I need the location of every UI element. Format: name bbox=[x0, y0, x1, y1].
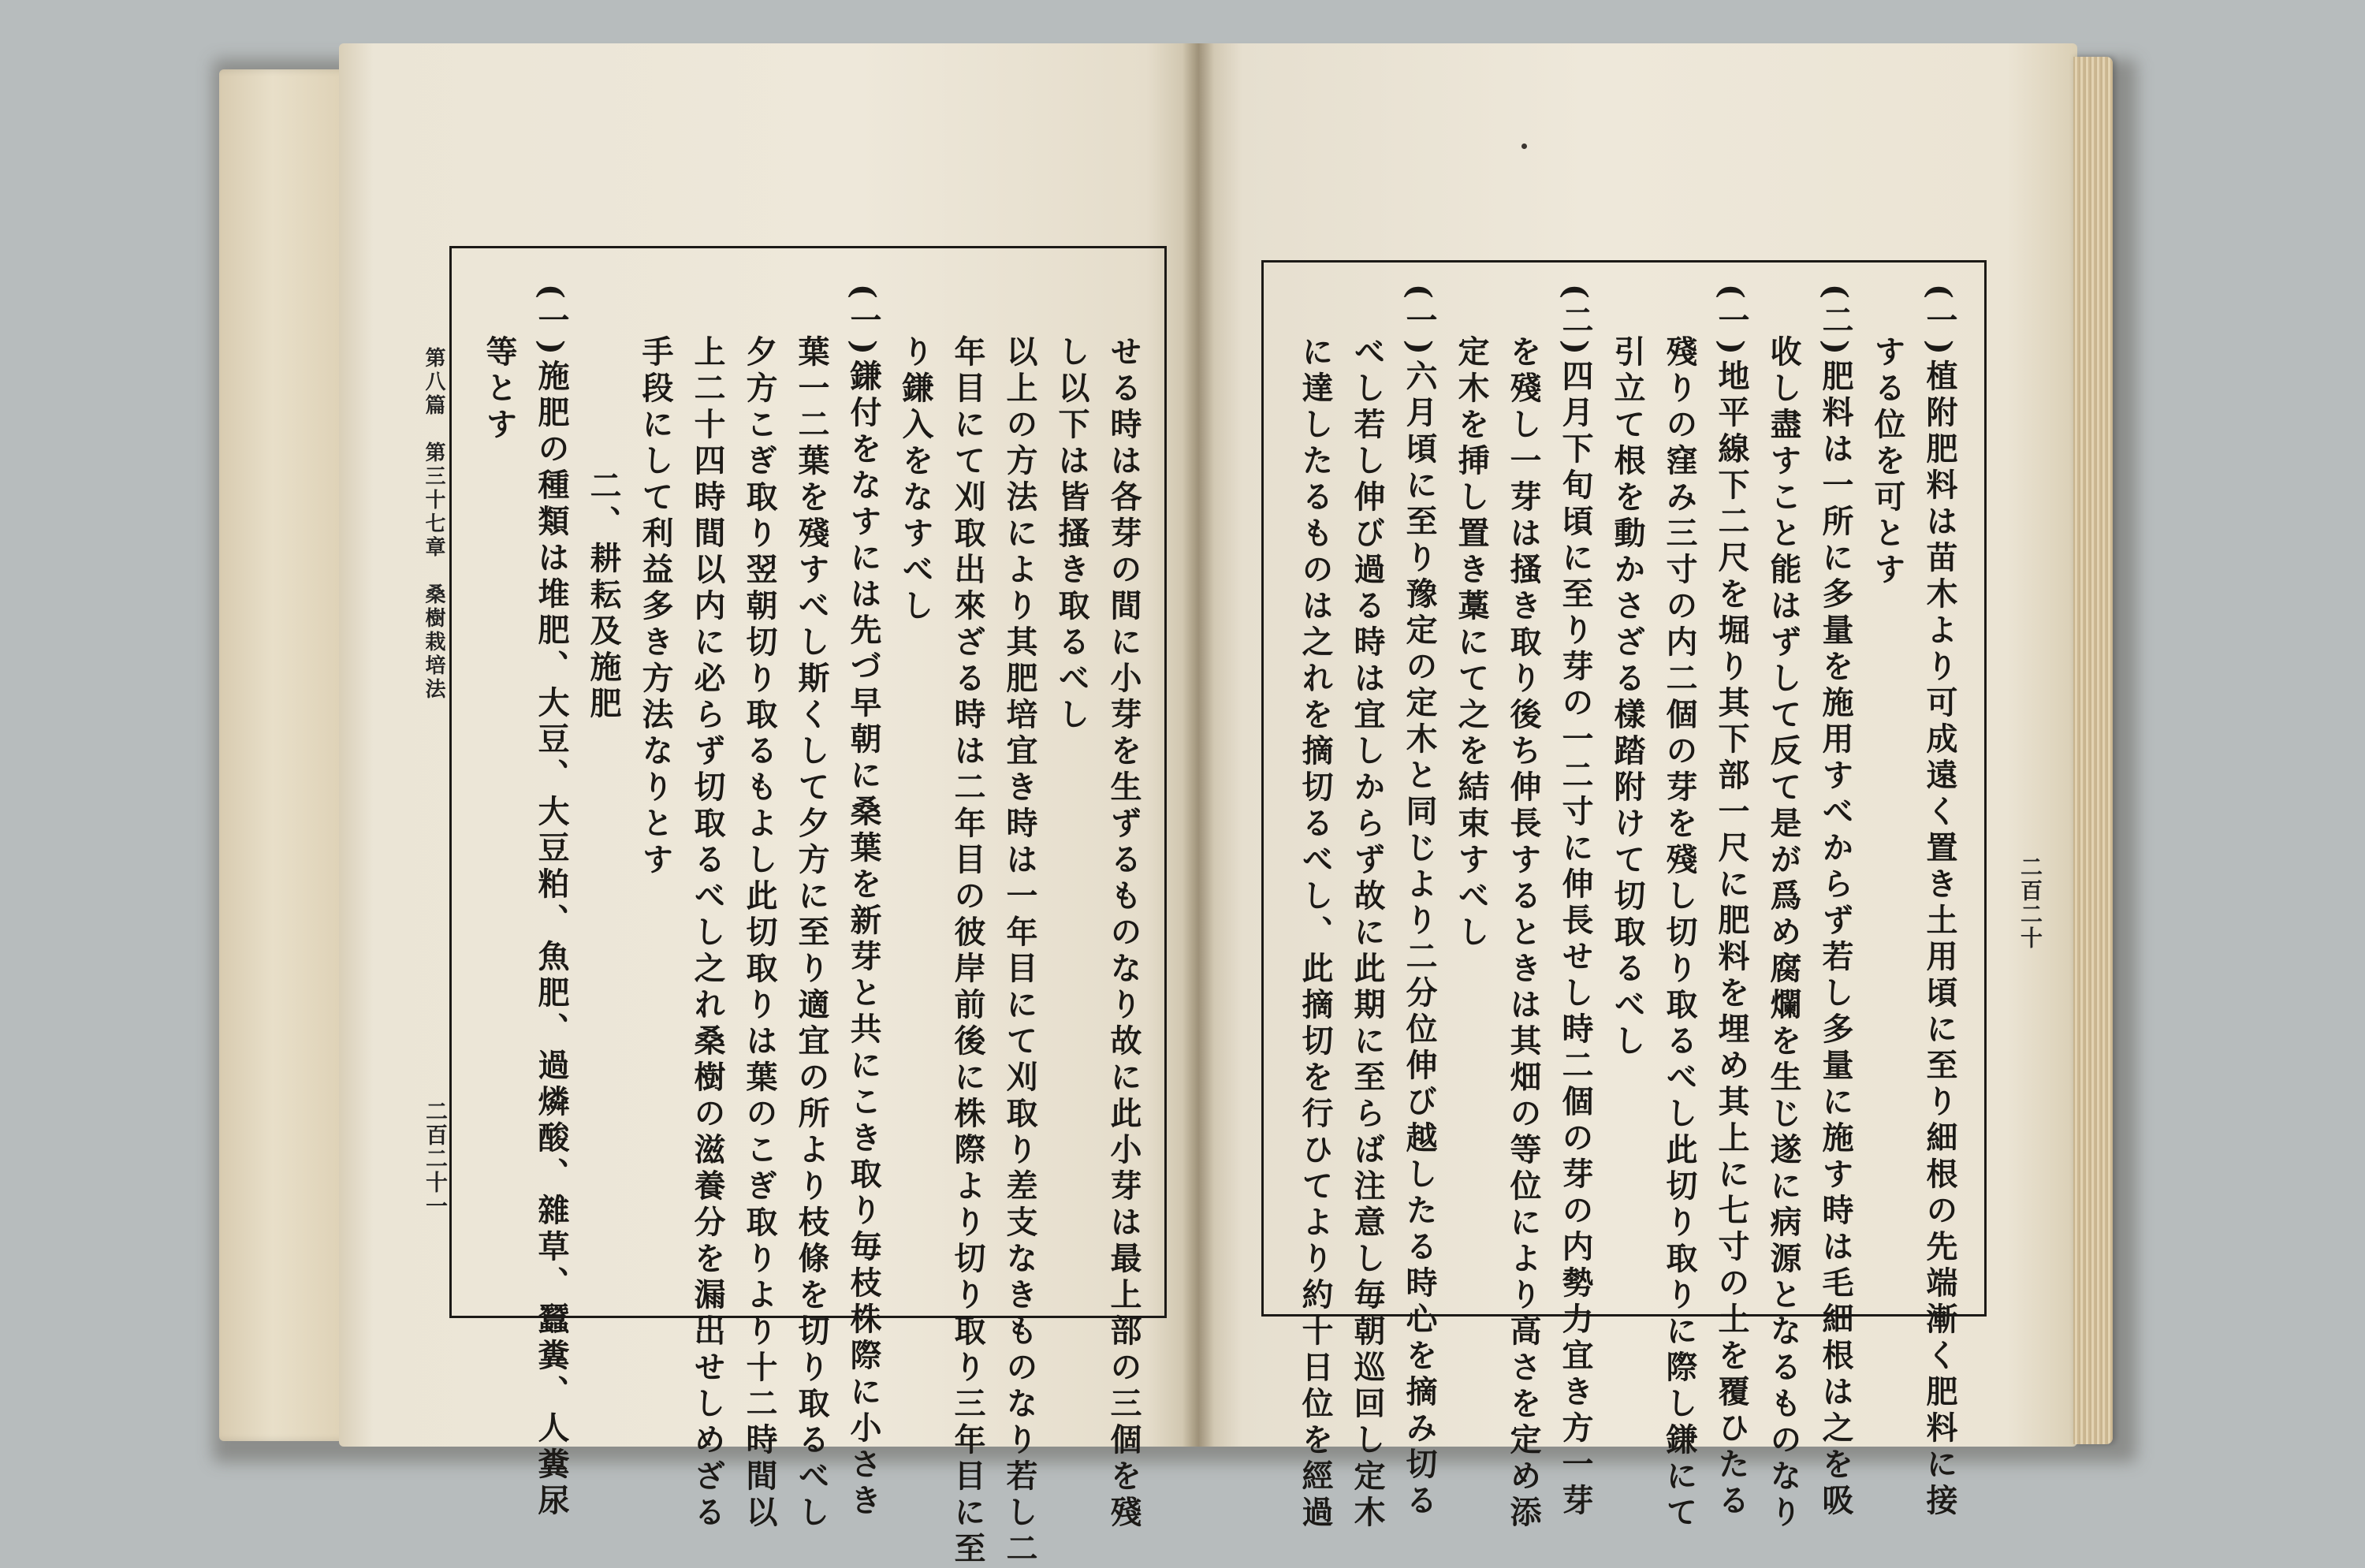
left-text-column: り鎌入をなすべし bbox=[897, 335, 934, 625]
left-text-column: せる時は各芽の間に小芽を生ずるものなり故に此小芽は最上部の三個を殘 bbox=[1105, 335, 1142, 1532]
right-text-column: に達したるものは之れを摘切るべし、此摘切を行ひてより約十日位を經過 bbox=[1297, 335, 1334, 1532]
left-text-column: 以上の方法により其肥培宜き時は一年目にて刈取り差支なきものなり若し二 bbox=[1001, 335, 1038, 1568]
left-text-column: 葉一二葉を殘すべし斯くして夕方に至り適宜の所より枝條を切り取るべし bbox=[793, 335, 830, 1532]
left-text-column: (一)鎌付をなすには先づ早朝に桑葉を新芽と共にこき取り毎枝株際に小さき bbox=[845, 284, 882, 1520]
running-header: 第八篇 第三十七章 桑樹栽培法 bbox=[422, 347, 445, 702]
left-text-column: 等とす bbox=[481, 335, 518, 444]
right-text-column: (二)四月下旬頃に至り芽の一二寸に伸長せし時二個の芽の内勢力宜き方一芽 bbox=[1557, 284, 1594, 1520]
right-text-column: (一)植附肥料は苗木より可成遠く置き土用頃に至り細根の先端漸く肥料に接 bbox=[1921, 284, 1958, 1520]
page-number-left: 二百二十一 bbox=[423, 1100, 449, 1218]
right-text-column: する位を可とす bbox=[1869, 335, 1906, 589]
section-heading: 二、耕耘及施肥 bbox=[585, 469, 622, 723]
left-text-column: 上二十四時間以内に必らず切取るべし之れ桑樹の滋養分を漏出せしめざる bbox=[689, 335, 726, 1532]
left-text-column: し以下は皆搔き取るべし bbox=[1053, 335, 1090, 734]
left-text-column: 夕方こぎ取り翌朝切り取るもよし此切取りは葉のこぎ取りより十二時間以 bbox=[741, 335, 778, 1532]
right-text-column: 收し盡すこと能はずして反て是が爲め腐爛を生じ遂に病源となるものなり bbox=[1765, 335, 1802, 1532]
right-text-column: (一)地平線下二尺を堀り其下部一尺に肥料を埋め其上に七寸の土を覆ひたる bbox=[1713, 284, 1750, 1520]
book-gutter bbox=[1182, 43, 1214, 1447]
page-number-right: 二百二十 bbox=[2017, 855, 2043, 950]
right-text-column: を殘し一芽は搔き取り後ち伸長するときは其畑の等位により高さを定め添 bbox=[1505, 335, 1542, 1532]
right-text-column: べし若し伸び過る時は宜しからず故に此期に至らば注意し毎朝巡回し定木 bbox=[1349, 335, 1386, 1532]
book-fore-edge-right bbox=[2073, 57, 2113, 1444]
book-fore-edge-left bbox=[219, 69, 353, 1441]
right-text-column: 引立て根を動かさざる樣踏附けて切取るべし bbox=[1609, 335, 1646, 1060]
left-text-column: 年目にて刈取出來ざる時は二年目の彼岸前後に株際より切り取り三年目に至 bbox=[949, 335, 986, 1568]
right-text-column: (二)肥料は一所に多量を施用すべからず若し多量に施す時は毛細根は之を吸 bbox=[1817, 284, 1854, 1520]
left-text-column: (一)施肥の種類は堆肥、大豆、大豆粕、魚肥、過燐酸、雜草、蠶糞、人糞尿 bbox=[533, 284, 570, 1520]
left-text-column: 手段にして利益多き方法なりとす bbox=[637, 335, 674, 879]
right-text-column: (一)六月頃に至り豫定の定木と同じより二分位伸び越したる時心を摘み切る bbox=[1401, 284, 1438, 1520]
paper-speck bbox=[1521, 143, 1527, 149]
right-text-column: 殘りの窪み三寸の内二個の芽を殘し切り取るべし此切り取りに際し鎌にて bbox=[1661, 335, 1698, 1532]
right-text-column: 定木を挿し置き藁にて之を結束すべし bbox=[1453, 335, 1490, 952]
